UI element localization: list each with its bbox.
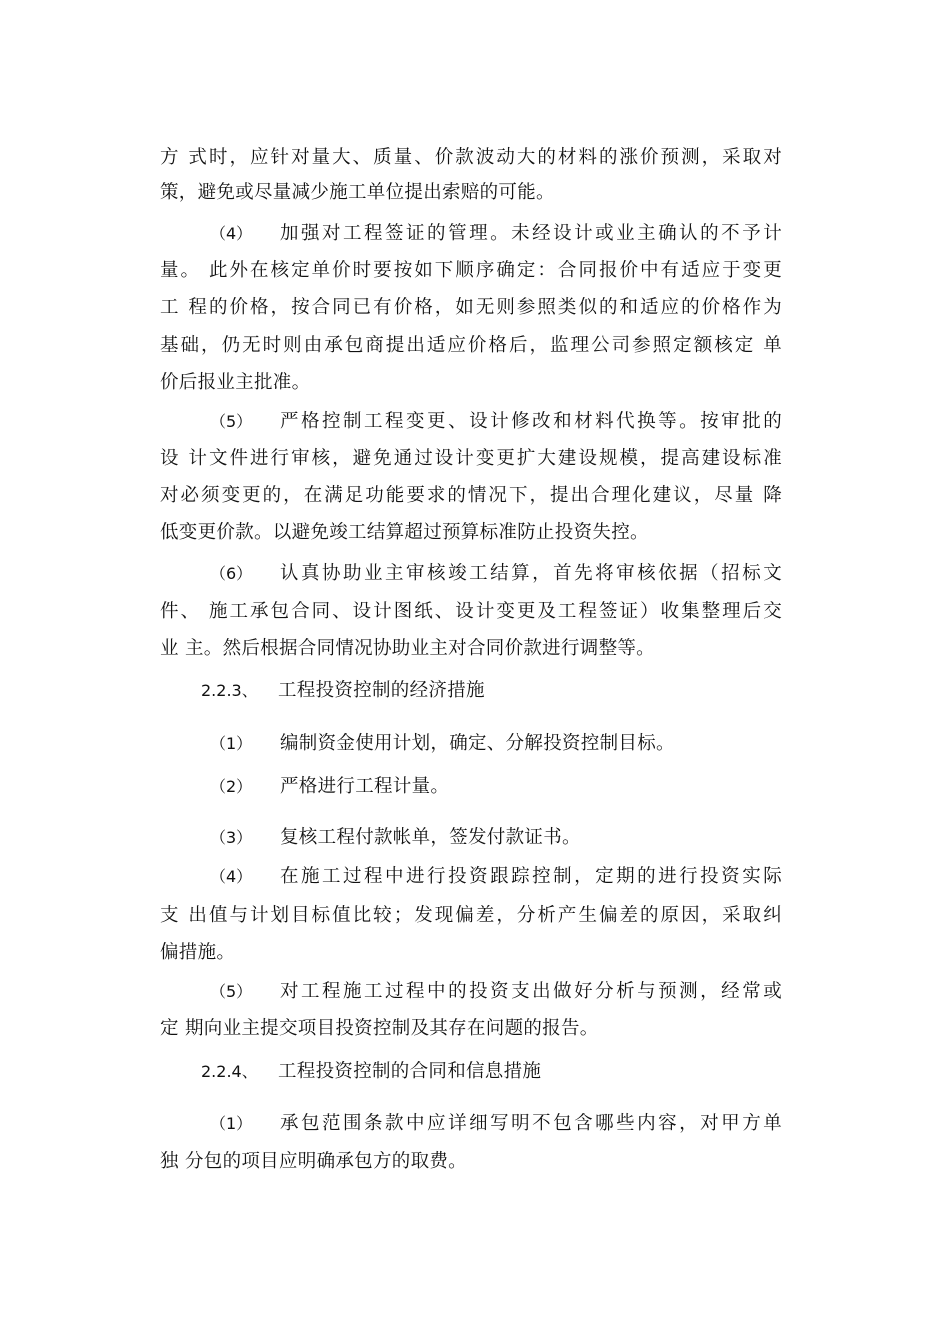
- item-number: （4）: [210, 867, 253, 886]
- text-line: 低变更价款。以避免竣工结算超过预算标准防止投资失控。: [160, 522, 649, 543]
- item-number: （1）: [210, 1114, 253, 1133]
- text-line: 工 程的价格，按合同已有价格，如无则参照类似的和适应的价格作为: [160, 297, 782, 318]
- item-number: （4）: [210, 224, 253, 243]
- text-line: 在施工过程中进行投资跟踪控制，定期的进行投资实际: [280, 866, 782, 887]
- text-line: 独 分包的项目应明确承包方的取费。: [160, 1151, 467, 1172]
- item-number: （3）: [210, 828, 253, 847]
- section-number: 2.2.4、: [201, 1062, 258, 1081]
- text-line: 加强对工程签证的管理。未经设计或业主确认的不予计: [280, 223, 782, 244]
- text-line: 支 出值与计划目标值比较；发现偏差，分析产生偏差的原因，采取纠: [160, 905, 782, 926]
- text-line: 基础，仍无时则由承包商提出适应价格后，监理公司参照定额核定 单: [160, 335, 782, 356]
- text-line: 对工程施工过程中的投资支出做好分析与预测，经常或: [280, 981, 782, 1002]
- text-line: 设 计文件进行审核，避免通过设计变更扩大建设规模，提高建设标准: [160, 448, 782, 469]
- text-line: 严格进行工程计量。: [280, 776, 450, 797]
- text-line: 方 式时，应针对量大、质量、价款波动大的材料的涨价预测，采取对: [160, 147, 782, 168]
- text-line: 认真协助业主审核竣工结算，首先将审核依据（招标文: [280, 563, 782, 584]
- text-line: 价后报业主批准。: [160, 372, 311, 393]
- text-line: 编制资金使用计划，确定、分解投资控制目标。: [280, 733, 675, 754]
- section-title: 工程投资控制的经济措施: [278, 680, 485, 701]
- text-line: 对必须变更的，在满足功能要求的情况下，提出合理化建议，尽量 降: [160, 485, 782, 506]
- text-line: 策，避免或尽量减少施工单位提出索赔的可能。: [160, 182, 555, 203]
- text-line: 件、 施工承包合同、设计图纸、设计变更及工程签证）收集整理后交: [160, 601, 782, 622]
- text-line: 复核工程付款帐单，签发付款证书。: [280, 827, 581, 848]
- section-title: 工程投资控制的合同和信息措施: [278, 1061, 542, 1082]
- text-line: 严格控制工程变更、设计修改和材料代换等。按审批的: [280, 411, 782, 432]
- text-line: 承包范围条款中应详细写明不包含哪些内容，对甲方单: [280, 1113, 782, 1134]
- text-line: 定 期向业主提交项目投资控制及其存在问题的报告。: [160, 1018, 599, 1039]
- item-number: （5）: [210, 412, 253, 431]
- text-line: 业 主。然后根据合同情况协助业主对合同价款进行调整等。: [160, 638, 655, 659]
- item-number: （1）: [210, 734, 253, 753]
- item-number: （2）: [210, 777, 253, 796]
- section-number: 2.2.3、: [201, 681, 258, 700]
- text-line: 量。 此外在核定单价时要按如下顺序确定：合同报价中有适应于变更: [160, 260, 782, 281]
- item-number: （6）: [210, 564, 253, 583]
- text-line: 偏措施。: [160, 942, 236, 963]
- item-number: （5）: [210, 982, 253, 1001]
